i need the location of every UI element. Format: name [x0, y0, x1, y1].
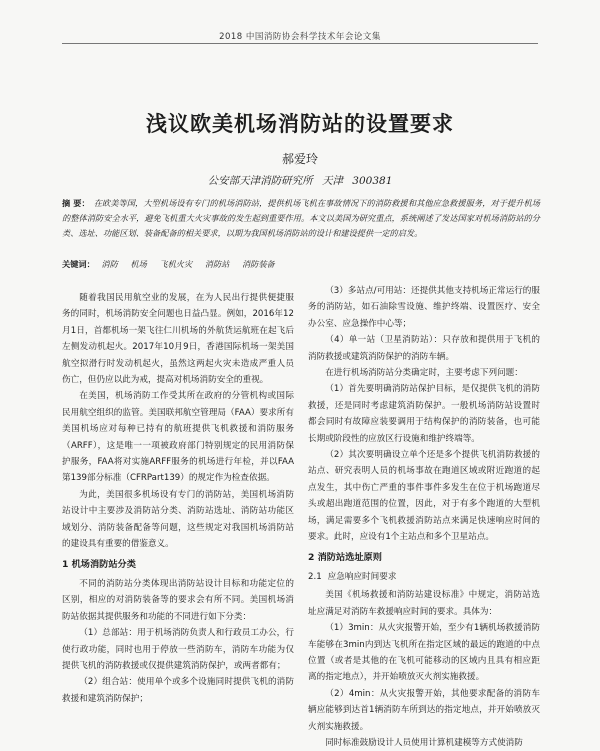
subsection-number: 2.1	[308, 571, 322, 582]
subsection-heading	[308, 569, 540, 585]
body-paragraph: 随着我国民用航空业的发展，在为人民出行提供便捷服务的同时，机场消防安全问题也日益凸显。例如，2016年12月1日，首都机场一架飞往仁川机场的外航货运航班在起飞后左侧发动机起火。2017年10月9日，香港国际机场一架美国航空拟滑行时发动机起火，虽然这两起火灾未造成严重人员伤亡，但仍应以此为戒，提高对机场消防安全的重视。	[62, 293, 294, 386]
affiliation-org: 公安部天津消防研究所	[207, 175, 313, 187]
abstract-label: 摘 要：	[62, 198, 90, 208]
affiliation-city: 天津	[321, 175, 343, 187]
body-paragraph: （2）其次要明确设立单个还是多个提供飞机消防救援的站点、研究表明人员的机场事故在跑道区域或附近跑道的起点发生，其中伤亡严重的事件事件多发生在位于机场跑道尽头或超出跑道范围的位置，因此，对于有多个跑道的大型机场，满足需要多个飞机救援消防站点来满足快速响应时间的要求。此时，应设有1个主站点和多个卫星站点。	[308, 450, 540, 543]
body-paragraph: （2）4min：从火灾报警开始，其他要求配备的消防车辆应能够到达首1辆消防车所到达的指定地点，并开始喷放灭火剂实施救援。	[308, 688, 540, 732]
body-paragraph: 美国《机场救援和消防站建设标准》中规定，消防站选址应满足对消防车救援响应时间的要求。具体为：	[308, 590, 540, 617]
header-rule	[62, 43, 538, 44]
body-paragraph: 为此，美国很多机场设有专门的消防站，美国机场消防站设计中主要涉及消防站分类、消防站选址、消防站功能区域划分、消防装备配备等问题，这些规定对我国机场消防站的建设具有重要的借鉴意义。	[62, 489, 294, 550]
section-heading: 2 消防站选址原则	[308, 551, 382, 563]
keyword: 消防站	[204, 259, 230, 269]
body-paragraph: （4）单一站（卫星消防站）：只存放和提供用于飞机的消防救援或建筑消防保护的消防车辆。	[308, 335, 540, 362]
body-paragraph: 在美国，机场消防工作受其所在政府的分管机构或国际民用航空组织的监管。美国联邦航空管理局（FAA）要求所有美国机场应对每种已持有的航班提供飞机救援和消防服务（ARFF），这是唯一一项被政府部门特别规定的民用消防保护服务，FAA将对实施ARFF服务的机场进行年检，并以FAA第139部分标准（CFRPart139）的规定作为检查依据。	[62, 391, 294, 484]
abstract-text: 在欧美等国，大型机场设有专门的机场消防站，提供机场飞机在事故情况下的消防救援和其他应急救援服务，对于提升机场的整体消防安全水平，避免飞机重大火灾事故的发生起到重要作用。本文以美国为研究重点，系统阐述了发达国家对机场消防站的分类、选址、功能区划、装备配备的相关要求，以期为我国机场消防站的设计和建设提供一定的启发。	[62, 198, 540, 238]
section-heading: 1 机场消防站分类	[62, 558, 136, 570]
body-paragraph: （1）首先要明确消防站保护目标，是仅提供飞机的消防救援，还是同时考虑建筑消防保护。一般机场消防站设置时都会同时有故障应装要调用于结构保护的消防装备，也可能长期或阶段性的应放区行设施和维护终端等。	[308, 384, 540, 444]
author-affiliation	[0, 173, 600, 188]
keywords-label: 关键词：	[62, 259, 95, 269]
left-column	[62, 290, 294, 704]
keyword: 飞机火灾	[159, 259, 193, 269]
keywords	[62, 257, 540, 272]
body-paragraph: 不同的消防站分类体现出消防站设计目标和功能定位的区别，相应的对消防装备等的要求会有所不同。美国机场消防站依据其提供服务和功能的不同进行如下分类：	[62, 578, 294, 622]
affiliation-zip: 300381	[352, 175, 393, 187]
right-column	[308, 283, 540, 748]
body-paragraph: 同时标准鼓励设计人员使用计算机建模等方式使消防	[325, 737, 523, 748]
body-paragraph: （1）总部站：用于机场消防负责人和行政员工办公，行使行政功能，同时也用于停放一些消防车，消防车功能为仅提供飞机的消防救援或仅提供建筑消防保护，或两者都有；	[62, 628, 294, 671]
keyword: 机场	[130, 259, 147, 269]
running-head: 2018 中国消防协会科学技术年会论文集	[219, 32, 381, 42]
keyword: 消防	[101, 259, 118, 269]
keyword: 消防装备	[241, 259, 275, 269]
paper-title: 浅议欧美机场消防站的设置要求	[146, 112, 454, 136]
body-paragraph: 在进行机场消防站分类确定时，主要考虑下列问题：	[325, 368, 523, 379]
paper-author: 郝爱玲	[281, 152, 318, 166]
body-paragraph: （3）多站点/可用站：还提供其他支持机场正常运行的服务的消防站，如石油除雪设施、维护终端、设置医疗、安全办公室、应急操作中心等；	[308, 286, 540, 329]
subsection-title: 应急响应时间要求	[327, 571, 397, 582]
body-paragraph: （1）3min：从火灾报警开始，至少有1辆机场救援消防车能够在3min内到达飞机所在指定区域的最远的跑道的中点位置（或者是其他的在飞机可能移动的区域内且具有相应距离的指定地点），并开始喷放灭火剂实施救援。	[308, 623, 540, 683]
abstract	[62, 196, 540, 241]
body-paragraph: （2）组合站：使用单个或多个设施同时提供飞机的消防救援和建筑消防保护；	[62, 677, 294, 704]
